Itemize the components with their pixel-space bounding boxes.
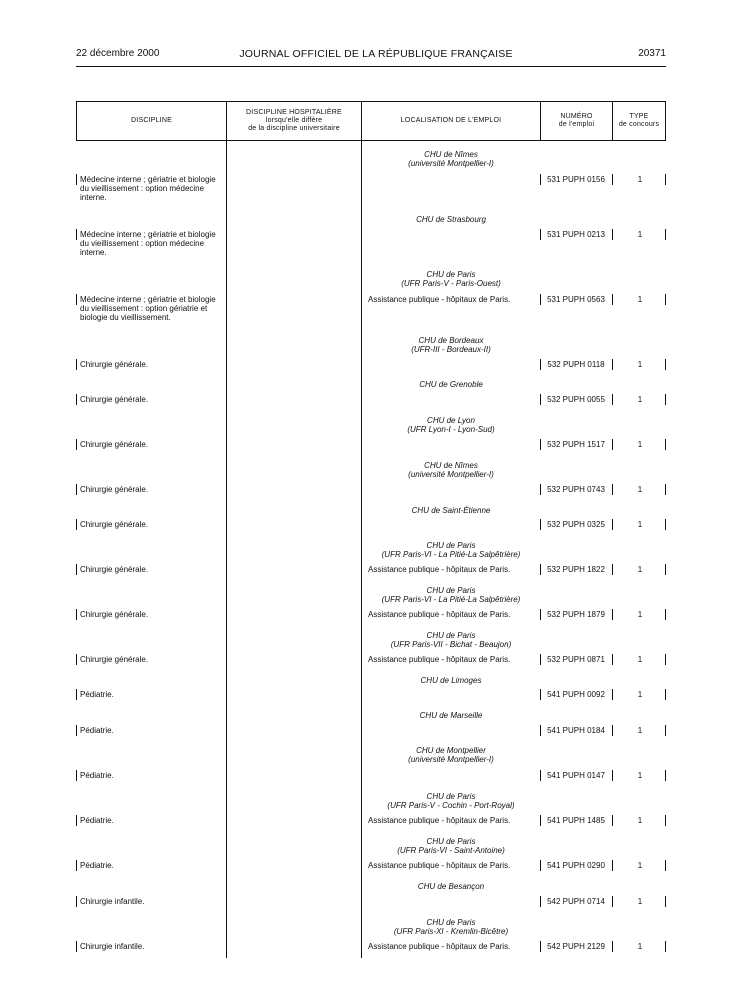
concours-type-cell: 1 <box>637 816 643 825</box>
location-detail: (université Montpellier-I) <box>408 159 494 168</box>
col-header-location: LOCALISATION DE L'EMPLOI <box>400 117 502 124</box>
concours-type-cell: 1 <box>637 395 643 404</box>
job-number-cell: 542 PUPH 0714 <box>547 897 605 906</box>
concours-type-cell: 1 <box>637 520 643 529</box>
location-detail: (UFR Paris-V - Paris-Ouest) <box>401 279 501 288</box>
row-tick-type <box>612 725 613 736</box>
col-header-hospital-discipline: DISCIPLINE HOSPITALIÈRE lorsqu'elle diffère de la discipline universitaire <box>246 109 342 132</box>
hospital-cell: Assistance publique - hôpitaux de Paris. <box>368 295 511 304</box>
col-divider-2 <box>361 101 362 958</box>
job-number-cell: 541 PUPH 1485 <box>547 816 605 825</box>
row-tick-right <box>665 359 666 370</box>
row-tick-right <box>665 229 666 240</box>
header-rule <box>76 66 666 67</box>
discipline-cell: Médecine interne ; gériatrie et biologie du vieillissement : option médecine interne. <box>80 175 216 202</box>
job-number-cell: 541 PUPH 0290 <box>547 861 605 870</box>
row-tick-number <box>540 229 541 240</box>
location-name: CHU de Besançon <box>417 882 485 891</box>
row-tick-left <box>76 815 77 826</box>
col-header-type: TYPE de concours <box>618 113 660 128</box>
job-number-cell: 532 PUPH 0118 <box>547 360 605 369</box>
location-name: CHU de Paris <box>426 918 476 927</box>
row-tick-number <box>540 654 541 665</box>
location-name: CHU de Limoges <box>420 676 482 685</box>
concours-type-cell: 1 <box>637 230 643 239</box>
row-tick-right <box>665 394 666 405</box>
job-number-cell: 541 PUPH 0147 <box>547 771 605 780</box>
row-tick-type <box>612 815 613 826</box>
col-header-number: NUMÉRO de l'emploi <box>558 113 595 128</box>
row-tick-number <box>540 174 541 185</box>
discipline-cell: Médecine interne ; gériatrie et biologie du vieillissement : option gériatrie et biologie du vieillissement. <box>80 295 216 322</box>
location-detail: (UFR Paris-VII - Bichat - Beaujon) <box>390 640 512 649</box>
location-detail: (UFR Paris-V - Cochin - Port-Royal) <box>387 801 515 810</box>
row-tick-left <box>76 519 77 530</box>
concours-type-cell: 1 <box>637 726 643 735</box>
row-tick-right <box>665 294 666 305</box>
row-tick-type <box>612 519 613 530</box>
location-detail: (université Montpellier-I) <box>408 470 494 479</box>
location-name: CHU de Paris <box>426 837 476 846</box>
row-tick-type <box>612 896 613 907</box>
hospital-cell: Assistance publique - hôpitaux de Paris. <box>368 942 511 951</box>
concours-type-cell: 1 <box>637 440 643 449</box>
job-number-cell: 532 PUPH 0055 <box>547 395 605 404</box>
row-tick-number <box>540 519 541 530</box>
row-tick-type <box>612 229 613 240</box>
row-tick-type <box>612 941 613 952</box>
row-tick-number <box>540 564 541 575</box>
discipline-cell: Pédiatrie. <box>80 690 114 699</box>
job-number-cell: 532 PUPH 1879 <box>547 610 605 619</box>
row-tick-right <box>665 519 666 530</box>
row-tick-left <box>76 359 77 370</box>
row-tick-number <box>540 815 541 826</box>
row-tick-right <box>665 484 666 495</box>
location-name: CHU de Montpellier <box>416 746 486 755</box>
discipline-cell: Chirurgie générale. <box>80 395 149 404</box>
row-tick-number <box>540 941 541 952</box>
row-tick-left <box>76 229 77 240</box>
location-name: CHU de Bordeaux <box>418 336 484 345</box>
job-number-cell: 532 PUPH 0325 <box>547 520 605 529</box>
hospital-cell: Assistance publique - hôpitaux de Paris. <box>368 565 511 574</box>
job-number-cell: 532 PUPH 1822 <box>547 565 605 574</box>
concours-type-cell: 1 <box>637 771 643 780</box>
discipline-cell: Chirurgie générale. <box>80 520 149 529</box>
row-tick-right <box>665 689 666 700</box>
row-tick-left <box>76 394 77 405</box>
location-detail: (UFR Lyon-I - Lyon-Sud) <box>407 425 495 434</box>
row-tick-type <box>612 770 613 781</box>
hospital-cell: Assistance publique - hôpitaux de Paris. <box>368 861 511 870</box>
location-name: CHU de Paris <box>426 270 476 279</box>
concours-type-cell: 1 <box>637 565 643 574</box>
location-name: CHU de Marseille <box>419 711 483 720</box>
row-tick-right <box>665 896 666 907</box>
location-detail: (université Montpellier-I) <box>408 755 494 764</box>
row-tick-type <box>612 174 613 185</box>
job-number-cell: 531 PUPH 0213 <box>547 230 605 239</box>
row-tick-type <box>612 609 613 620</box>
row-tick-type <box>612 484 613 495</box>
row-tick-number <box>540 359 541 370</box>
location-name: CHU de Paris <box>426 631 476 640</box>
row-tick-right <box>665 725 666 736</box>
row-tick-number <box>540 689 541 700</box>
discipline-cell: Pédiatrie. <box>80 726 114 735</box>
row-tick-left <box>76 294 77 305</box>
row-tick-right <box>665 770 666 781</box>
header-date: 22 décembre 2000 <box>76 48 160 59</box>
row-tick-number <box>540 609 541 620</box>
col-divider-1 <box>226 101 227 958</box>
discipline-cell: Pédiatrie. <box>80 861 114 870</box>
journal-title: JOURNAL OFFICIEL DE LA RÉPUBLIQUE FRANÇAISE <box>239 48 513 60</box>
concours-type-cell: 1 <box>637 175 643 184</box>
row-tick-left <box>76 770 77 781</box>
row-tick-left <box>76 689 77 700</box>
row-tick-left <box>76 725 77 736</box>
row-tick-number <box>540 770 541 781</box>
row-tick-right <box>665 815 666 826</box>
concours-type-cell: 1 <box>637 295 643 304</box>
row-tick-type <box>612 359 613 370</box>
discipline-cell: Pédiatrie. <box>80 771 114 780</box>
row-tick-right <box>665 439 666 450</box>
job-number-cell: 541 PUPH 0184 <box>547 726 605 735</box>
col-border-right <box>665 101 666 140</box>
row-tick-type <box>612 654 613 665</box>
row-tick-right <box>665 174 666 185</box>
location-name: CHU de Paris <box>426 792 476 801</box>
job-number-cell: 531 PUPH 0156 <box>547 175 605 184</box>
job-number-cell: 541 PUPH 0092 <box>547 690 605 699</box>
location-name: CHU de Saint-Étienne <box>411 506 491 515</box>
location-name: CHU de Paris <box>426 586 476 595</box>
job-number-cell: 532 PUPH 0871 <box>547 655 605 664</box>
row-tick-type <box>612 689 613 700</box>
row-tick-left <box>76 654 77 665</box>
row-tick-left <box>76 484 77 495</box>
concours-type-cell: 1 <box>637 360 643 369</box>
row-tick-number <box>540 896 541 907</box>
row-tick-type <box>612 294 613 305</box>
job-number-cell: 532 PUPH 0743 <box>547 485 605 494</box>
row-tick-left <box>76 941 77 952</box>
table-header-border <box>76 140 666 141</box>
row-tick-right <box>665 860 666 871</box>
row-tick-left <box>76 439 77 450</box>
row-tick-right <box>665 564 666 575</box>
discipline-cell: Chirurgie générale. <box>80 655 149 664</box>
concours-type-cell: 1 <box>637 655 643 664</box>
col-header-discipline: DISCIPLINE <box>131 117 172 124</box>
discipline-cell: Chirurgie générale. <box>80 360 149 369</box>
location-name: CHU de Grenoble <box>419 380 483 389</box>
concours-type-cell: 1 <box>637 861 643 870</box>
row-tick-type <box>612 439 613 450</box>
job-number-cell: 542 PUPH 2129 <box>547 942 605 951</box>
discipline-cell: Chirurgie générale. <box>80 440 149 449</box>
concours-type-cell: 1 <box>637 485 643 494</box>
discipline-cell: Chirurgie générale. <box>80 610 149 619</box>
discipline-cell: Pédiatrie. <box>80 816 114 825</box>
row-tick-number <box>540 394 541 405</box>
row-tick-type <box>612 394 613 405</box>
discipline-cell: Chirurgie infantile. <box>80 897 145 906</box>
location-name: CHU de Nîmes <box>424 461 478 470</box>
concours-type-cell: 1 <box>637 897 643 906</box>
location-name: CHU de Lyon <box>427 416 475 425</box>
location-detail: (UFR Paris-VI - Saint-Antoine) <box>397 846 505 855</box>
hospital-cell: Assistance publique - hôpitaux de Paris. <box>368 655 511 664</box>
job-number-cell: 532 PUPH 1517 <box>547 440 605 449</box>
hospital-cell: Assistance publique - hôpitaux de Paris. <box>368 610 511 619</box>
row-tick-number <box>540 860 541 871</box>
row-tick-left <box>76 564 77 575</box>
job-number-cell: 531 PUPH 0563 <box>547 295 605 304</box>
location-detail: (UFR Paris-XI - Kremlin-Bicêtre) <box>393 927 509 936</box>
row-tick-left <box>76 860 77 871</box>
row-tick-right <box>665 654 666 665</box>
row-tick-number <box>540 725 541 736</box>
row-tick-left <box>76 174 77 185</box>
discipline-cell: Chirurgie générale. <box>80 565 149 574</box>
location-name: CHU de Nîmes <box>424 150 478 159</box>
row-tick-right <box>665 941 666 952</box>
discipline-cell: Médecine interne ; gériatrie et biologie du vieillissement : option médecine interne. <box>80 230 216 257</box>
location-detail: (UFR Paris-VI - La Pitié-La Salpêtrière) <box>381 595 521 604</box>
row-tick-number <box>540 439 541 450</box>
discipline-cell: Chirurgie générale. <box>80 485 149 494</box>
row-tick-left <box>76 609 77 620</box>
concours-type-cell: 1 <box>637 690 643 699</box>
concours-type-cell: 1 <box>637 942 643 951</box>
row-tick-number <box>540 294 541 305</box>
row-tick-type <box>612 564 613 575</box>
location-name: CHU de Paris <box>426 541 476 550</box>
row-tick-left <box>76 896 77 907</box>
location-detail: (UFR-III - Bordeaux-II) <box>411 345 491 354</box>
row-tick-right <box>665 609 666 620</box>
page-number: 20371 <box>638 48 666 59</box>
concours-type-cell: 1 <box>637 610 643 619</box>
row-tick-type <box>612 860 613 871</box>
location-detail: (UFR Paris-VI - La Pitié-La Salpêtrière) <box>381 550 521 559</box>
hospital-cell: Assistance publique - hôpitaux de Paris. <box>368 816 511 825</box>
discipline-cell: Chirurgie infantile. <box>80 942 145 951</box>
location-name: CHU de Strasbourg <box>416 215 486 224</box>
row-tick-number <box>540 484 541 495</box>
